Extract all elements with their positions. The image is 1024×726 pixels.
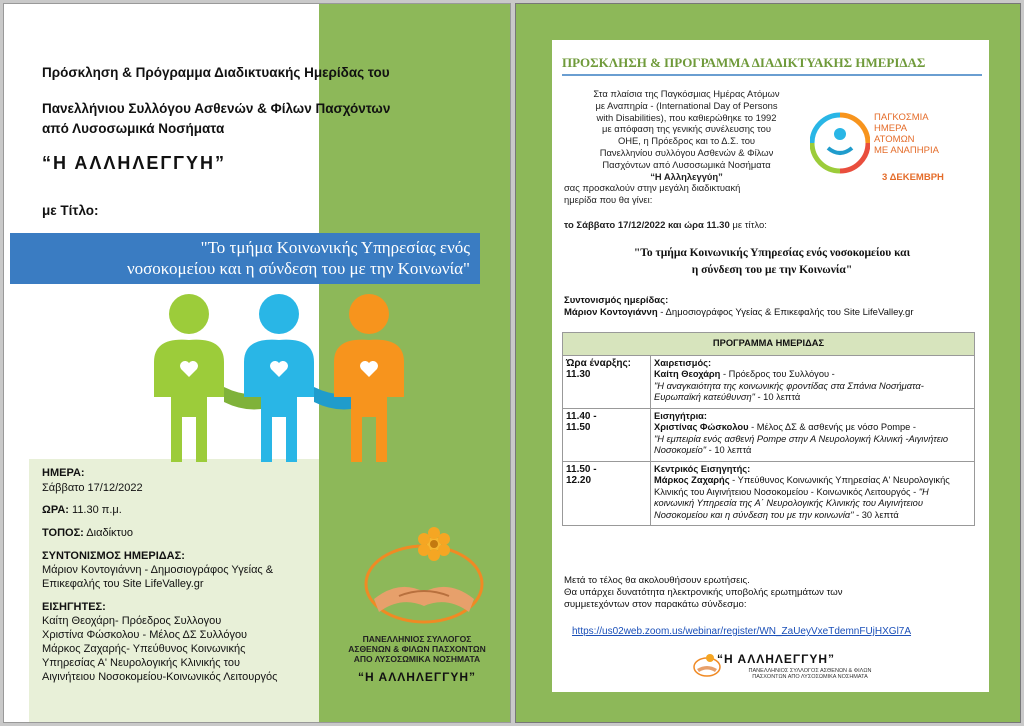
program-heading: ΠΡΟΣΚΛΗΣΗ & ΠΡΟΓΡΑΜΜΑ ΔΙΑΔΙΚΤΥΑΚΗΣ ΗΜΕΡΙΔΑΣ [562,55,982,76]
brand-title: “Η ΑΛΛΗΛΕΓΓΥΗ” [42,153,226,173]
invitation-line-2: Πανελλήνιου Συλλόγου Ασθενών & Φίλων Πασχόντων [42,101,391,116]
disability-day-logo [810,110,870,180]
footer-brand: “Η ΑΛΛΗΛΕΓΓΥΗ” [717,652,835,666]
org-name: ΠΑΝΕΛΛΗΝΙΟΣ ΣΥΛΛΟΓΟΣ ΑΣΘΕΝΩΝ & ΦΙΛΩΝ ΠΑΣΧΟΝΤΩΝ ΑΠΟ ΛΥΣΟΣΩΜΙΚΑ ΝΟΣΗΜΑΤΑ [348,634,486,664]
left-page [3,3,511,723]
disability-day-text: ΠΑΓΚΟΣΜΙΑ ΗΜΕΡΑ ΑΤΟΜΩΝ ΜΕ ΑΝΑΠΗΡΙΑ [874,112,939,156]
time-row: ΩΡΑ: 11.30 π.μ. [42,504,122,516]
speaker-2: Χριστίνα Φώσκολου - Μέλος ΔΣ Συλλόγου [42,629,248,641]
speaker-3-cont-2: Αιγινήτειου Νοσοκομείου-Κοινωνικός Λειτουργός [42,671,278,683]
disability-day-date: 3 ΔΕΚΕΜΒΡΗ [882,172,944,183]
speakers-label: ΕΙΣΗΓΗΤΕΣ: [42,601,106,613]
program-table-header: ΠΡΟΓΡΑΜΜΑ ΗΜΕΡΙΔΑΣ [563,333,975,356]
speaker-1: Καίτη Θεοχάρη- Πρόεδρος Συλλογου [42,615,222,627]
right-coordination: Συντονισμός ημερίδας: Μάριον Κοντογιάννη - Δημοσιογράφος Υγείας & Επικεφαλής του Site LifeValley.gr [564,295,914,318]
event-title-box [10,233,480,284]
right-page [515,3,1021,723]
right-content [552,40,989,692]
intro-brand: “Η Αλληλεγγύη” [650,170,723,182]
event-title-line-2: νοσοκομείου και η σύνδεση του με την Κοινωνία" [126,259,470,278]
speaker-3: Μάρκος Ζαχαρής- Υπεύθυνος Κοινωνικής [42,643,246,655]
invitation-line-1: Πρόσκληση & Πρόγραμμα Διαδικτυακής Ημερίδας του [42,65,390,80]
right-event-title: "Το τμήμα Κοινωνικής Υπηρεσίας ενός νοσοκομείου και η σύνδεση του με την Κοινωνία" [633,247,911,276]
event-title-line-1: "Το τμήμα Κοινωνικής Υπηρεσίας ενός [200,238,470,257]
footer-brand-sub: ΠΑΝΕΛΛΗΝΙΟΣ ΣΥΛΛΟΓΟΣ ΑΣΘΕΝΩΝ & ΦΙΛΩΝ ΠΑΣΧΟΝΤΩΝ ΑΠΟ ΛΥΣΟΣΩΜΙΚΑ ΝΟΣΗΜΑΤΑ [748,668,872,680]
invitation-line-3: από Λυσοσωμικά Νοσήματα [42,121,225,136]
place-row: ΤΟΠΟΣ: Διαδίκτυο [42,527,133,539]
coord-line-1: Μάριον Κοντογιάννη - Δημοσιογράφος Υγείας & [42,564,274,576]
day-value: Σάββατο 17/12/2022 [42,482,143,494]
event-date-line: το Σάββατο 17/12/2022 και ώρα 11.30 με τίτλο: [564,220,767,231]
org-brand: “Η ΑΛΛΗΛΕΓΓΥΗ” [358,670,476,684]
day-label: ΗΜΕΡΑ: [42,467,85,479]
webinar-register-link[interactable]: https://us02web.zoom.us/webinar/register/WN_ZaUeyVxeTdemnFUjHXGl7A [572,626,912,637]
coord-line-2: Επικεφαλής του Site LifeValley.gr [42,578,204,590]
speaker-3-cont: Υπηρεσίας Α' Νευρολογικής Κλινικής του [42,657,240,669]
intro-text: Στα πλαίσια της Παγκόσμιας Ημέρας Ατόμων με Αναπηρία - (International Day of Persons with Disabilities), που καθιερώθηκε το 1992 με απόφαση της γενικής συνέλευσης του ΟΗΕ, η Πρόεδρος και το Δ.Σ. του Πανελληνίου συλλόγου Ασθενών & Φίλων Πασχόντων από Λυσοσωμικά Νοσήματα “Η Αλληλεγγύη” σας προσκαλούν στην μεγάλη διαδικτυακή ημερίδα που θα γίνει: [564,88,809,206]
handshake-flower-logo [359,524,489,634]
title-intro: με Τίτλο: [42,203,99,218]
table-row: 11.50 - 12.20 Κεντρικός Εισηγητής: Μάρκος Ζαχαρής - Υπεύθυνος Κοινωνικής Υπηρεσίας Α' Νευρολογικής Κλινικής του Αιγινήτειου Νοσοκομείου - Κοινωνικός Λειτουργός - "Η κοινωνική Υπηρεσία της Α΄ Νευρολογικής Κλινικής του Αιγινήτειου Νοσοκομείου και η σύνδεση του με την κοινωνία" - 30 λεπτά [563,461,975,526]
table-row: Ώρα έναρξης: 11.30 Χαιρετισμός: Καίτη Θεοχάρη - Πρόεδρος του Συλλόγου - "Η αναγκαιότητα της κοινωνικής φροντίδας στα Σπάνια Νοσήματα- Ευρωπαϊκή κατεύθυνση" - 10 λεπτά [563,355,975,408]
program-table [562,332,975,526]
after-text: Μετά το τέλος θα ακολουθήσουν ερωτήσεις. Θα υπάρχει δυνατότητα ηλεκτρονικής υποβολής ερωτημάτων των συμμετεχόντων στον παρακάτω σύνδεσμο: [564,575,843,610]
people-hearts-illustration [144,292,414,464]
table-row: 11.40 - 11.50 Εισηγήτρια: Χριστίνας Φώσκολου - Μέλος ΔΣ & ασθενής με νόσο Pompe - "Η εμπειρία ενός ασθενή Pompe στην Α Νευρολογική Κλινική -Αιγινήτειο Νοσοκομείο" - 10 λεπτά [563,408,975,461]
coord-label: ΣΥΝΤΟΝΙΣΜΟΣ ΗΜΕΡΙΔΑΣ: [42,550,185,562]
